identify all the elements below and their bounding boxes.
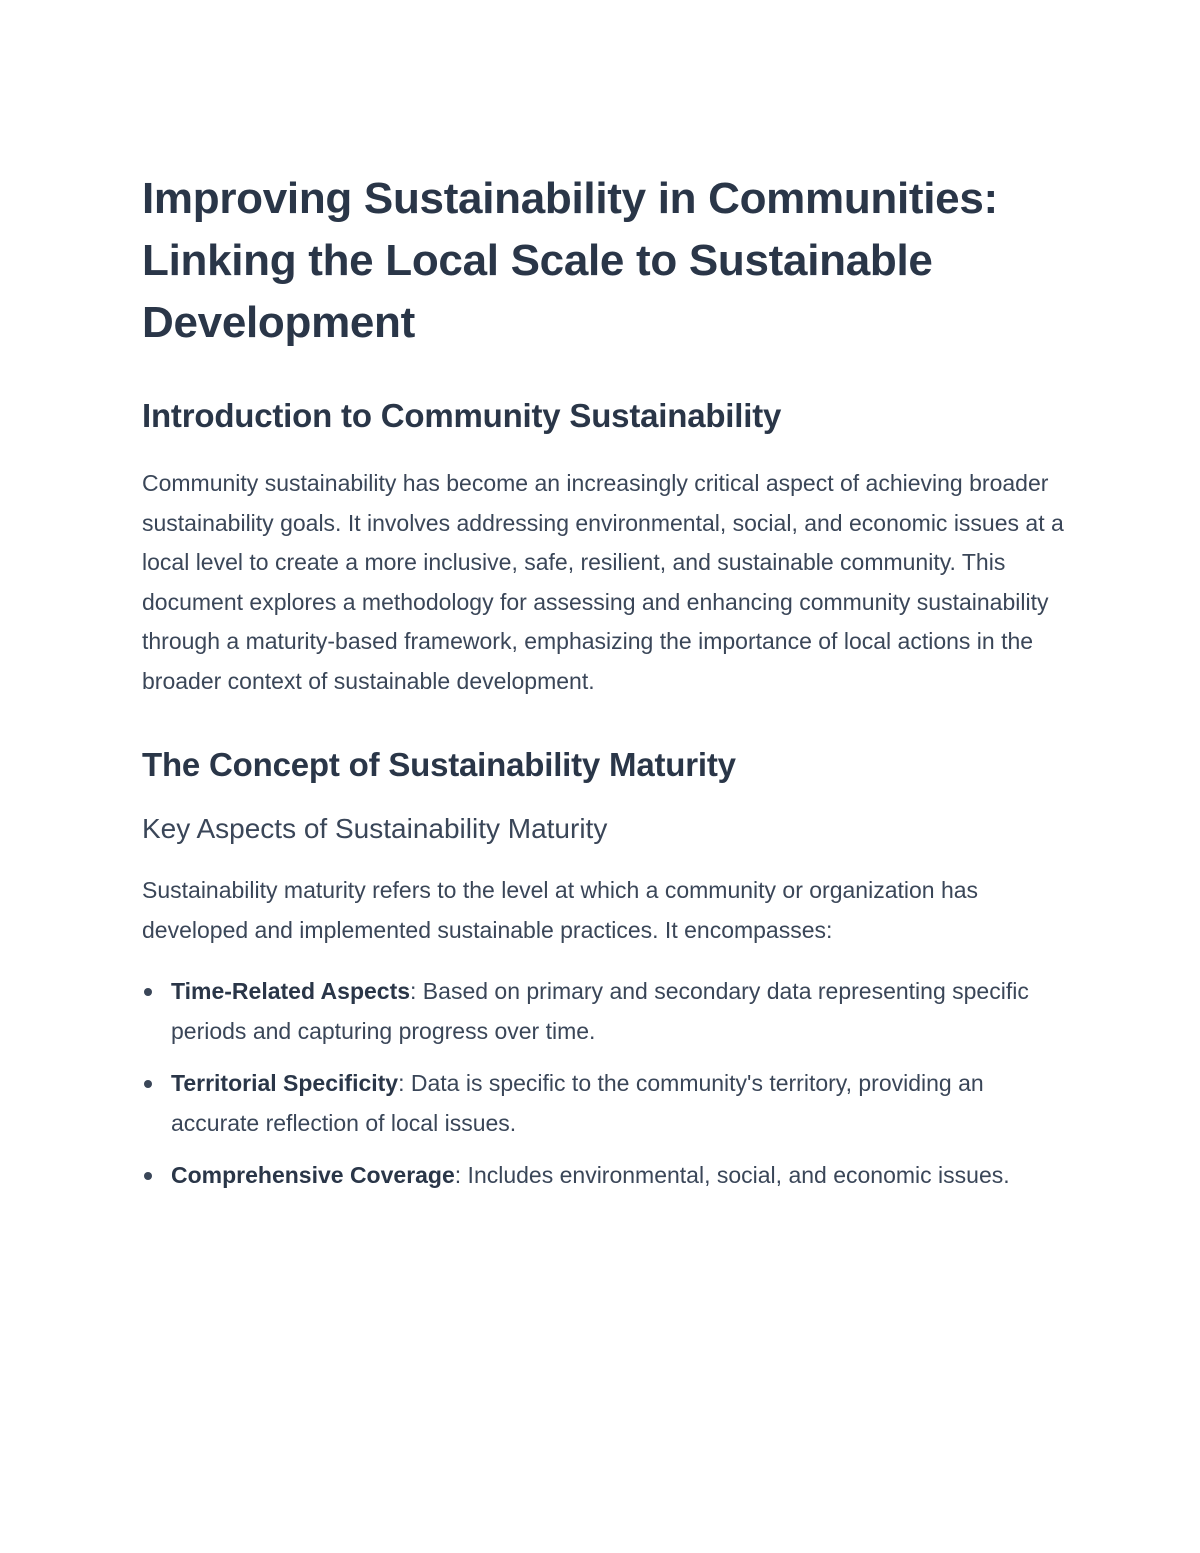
list-item	[142, 972, 1072, 1051]
maturity-paragraph: Sustainability maturity refers to the level at which a community or organization has developed and implemented sustainable practices. It encompasses:	[142, 877, 979, 943]
introduction-paragraph: Community sustainability has become an increasingly critical aspect of achieving broader sustainability goals. It involves addressing environmental, social, and economic issues at a local level to create a more inclusive, safe, resilient, and sustainable community. This document explores a methodology for assessing and enhancing community sustainability through a maturity-based framework, emphasizing the importance of local actions in the broader context of sustainable development.	[142, 470, 1064, 694]
bullet-icon	[144, 988, 152, 996]
subheading-key-aspects: Key Aspects of Sustainability Maturity	[142, 813, 608, 844]
bullet-term: Territorial Specificity	[171, 1070, 399, 1096]
section-heading-maturity-concept: The Concept of Sustainability Maturity	[142, 746, 736, 783]
bullet-term: Time-Related Aspects	[171, 978, 411, 1004]
document-title: Improving Sustainability in Communities: Linking the Local Scale to Sustainable Development	[142, 174, 998, 347]
bullet-icon	[144, 1172, 152, 1180]
bullet-icon	[144, 1080, 152, 1088]
key-aspects-list	[142, 972, 1072, 1196]
list-item	[142, 1064, 1072, 1143]
bullet-term: Comprehensive Coverage	[171, 1162, 455, 1188]
bullet-text: : Based on primary and secondary data representing specific periods and capturing progress over time.	[171, 978, 1029, 1044]
bullet-text: : Includes environmental, social, and economic issues.	[454, 1162, 1010, 1188]
document-page	[142, 168, 1072, 1209]
section-heading-introduction: Introduction to Community Sustainability	[142, 397, 782, 434]
bullet-text: : Data is specific to the community's territory, providing an accurate reflection of local issues.	[171, 1070, 984, 1136]
list-item	[142, 1156, 1072, 1196]
